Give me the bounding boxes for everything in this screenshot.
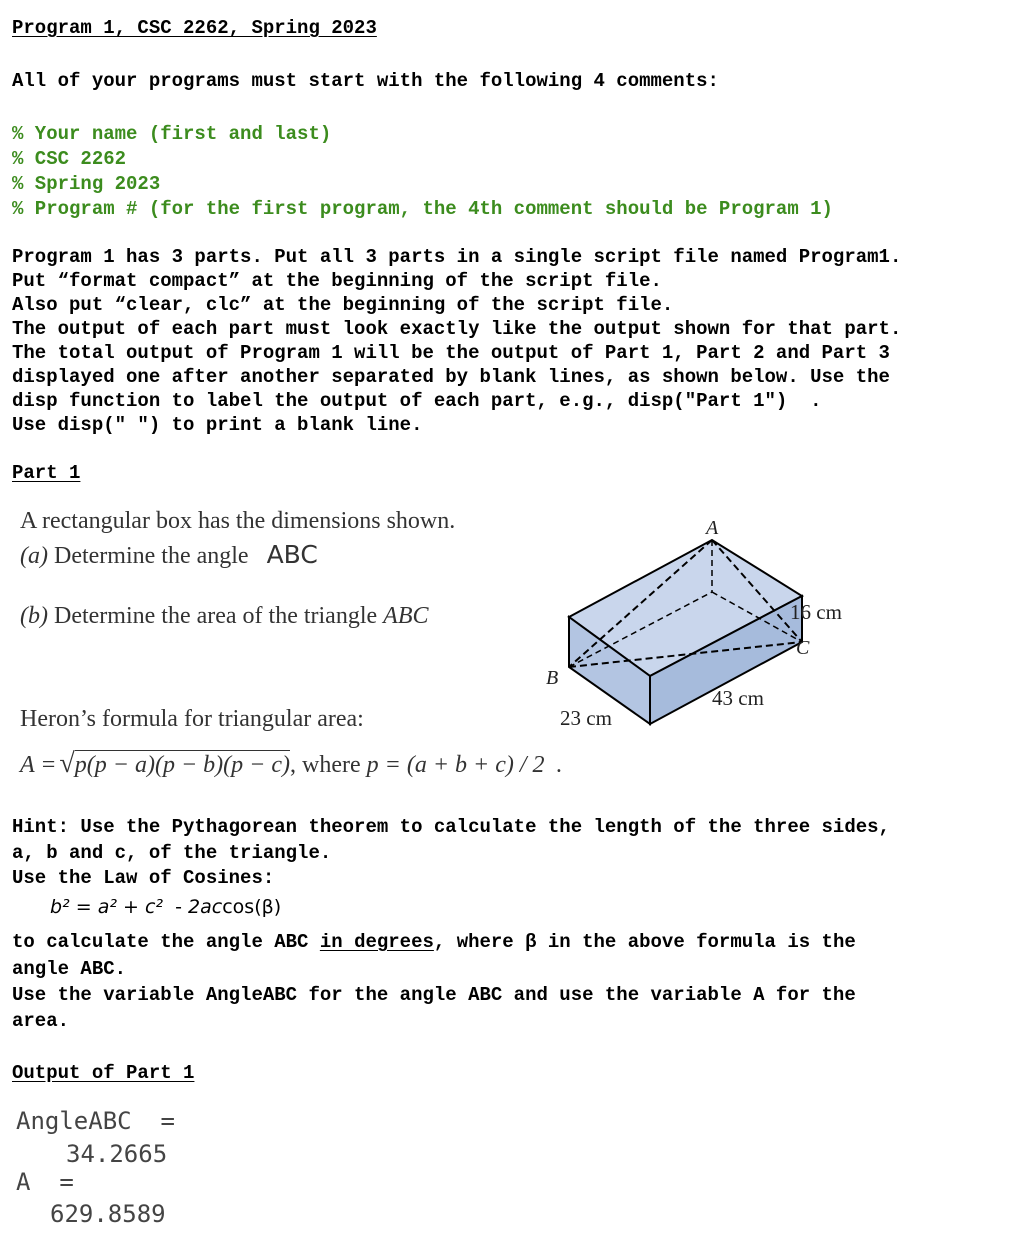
loc-a2: a² bbox=[97, 896, 117, 918]
instruction-line: Program 1 has 3 parts. Put all 3 parts in a single script file named Program1. bbox=[12, 246, 902, 268]
vertex-label-b: B bbox=[546, 667, 559, 689]
part-a-label: (a) bbox=[20, 543, 48, 569]
in-degrees: in degrees bbox=[319, 931, 434, 953]
instruction-line: The total output of Program 1 will be the output of Part 1, Part 2 and Part 3 bbox=[12, 342, 890, 364]
problem-part-b bbox=[20, 603, 428, 630]
intro-text: All of your programs must start with the following 4 comments: bbox=[12, 70, 719, 92]
page-title: Program 1, CSC 2262, Spring 2023 bbox=[12, 17, 377, 39]
heron-title: Heron’s formula for triangular area: bbox=[20, 706, 364, 732]
part1-heading: Part 1 bbox=[12, 462, 81, 484]
hint-line: Hint: Use the Pythagorean theorem to calculate the length of the three sides, bbox=[12, 816, 890, 838]
after-pre: to calculate the angle ABC bbox=[12, 931, 320, 953]
instruction-line: Use disp(" ") to print a blank line. bbox=[12, 414, 423, 436]
rectangular-box-figure bbox=[540, 512, 860, 734]
comment-line: % Program # (for the first program, the 4th comment should be Program 1) bbox=[12, 198, 833, 220]
instruction-line: The output of each part must look exactly like the output shown for that part. bbox=[12, 318, 902, 340]
part-b-label: (b) bbox=[20, 603, 48, 629]
law-of-cosines bbox=[50, 896, 281, 918]
output-area-label: A = bbox=[16, 1168, 74, 1196]
vertex-label-a: A bbox=[706, 517, 719, 539]
heron-radicand: p(p − a)(p − b)(p − c) bbox=[74, 752, 290, 778]
instruction-line: Also put “clear, clc” at the beginning of the script file. bbox=[12, 294, 674, 316]
instruction-line: displayed one after another separated by blank lines, as shown below. Use the bbox=[12, 366, 890, 388]
loc-term: 2ac bbox=[188, 896, 223, 918]
instruction-line: disp function to label the output of each part, e.g., disp("Part 1") . bbox=[12, 390, 822, 412]
instruction-line: Put “format compact” at the beginning of the script file. bbox=[12, 270, 662, 292]
problem-part-a bbox=[20, 540, 318, 570]
part-a-text: Determine the angle bbox=[53, 543, 249, 569]
dimension-width: 23 cm bbox=[560, 706, 612, 730]
comment-line: % CSC 2262 bbox=[12, 148, 127, 170]
after-line: angle ABC. bbox=[12, 958, 127, 980]
after-post: , where β in the above formula is the bbox=[433, 931, 856, 953]
part-b-text: Determine the area of the triangle bbox=[53, 603, 378, 629]
hint-line: Use the Law of Cosines: bbox=[12, 867, 275, 889]
loc-beta: (β) bbox=[254, 896, 282, 918]
comment-line: % Spring 2023 bbox=[12, 173, 161, 195]
heron-lhs: A = bbox=[20, 752, 57, 778]
output-heading: Output of Part 1 bbox=[12, 1062, 195, 1084]
loc-b2: b² bbox=[50, 896, 70, 918]
output-angle-label: AngleABC = bbox=[16, 1107, 175, 1135]
angle-abc-handwritten: ABC bbox=[266, 540, 318, 569]
loc-c2: c² bbox=[144, 896, 164, 918]
triangle-abc: ABC bbox=[383, 603, 429, 629]
dimension-height: 16 cm bbox=[790, 600, 842, 624]
loc-eq: = bbox=[69, 896, 98, 918]
loc-cos: cos bbox=[222, 896, 255, 918]
heron-p: p = (a + b + c) / 2 . bbox=[366, 752, 563, 778]
sqrt-symbol: √ bbox=[59, 748, 75, 779]
after-line bbox=[12, 931, 856, 953]
heron-formula bbox=[20, 748, 563, 780]
loc-minus: - bbox=[163, 896, 189, 918]
output-area-value: 629.8589 bbox=[50, 1200, 166, 1228]
comment-line: % Your name (first and last) bbox=[12, 123, 332, 145]
heron-where: , where bbox=[290, 752, 361, 778]
problem-statement: A rectangular box has the dimensions shown. bbox=[20, 508, 456, 534]
dimension-length: 43 cm bbox=[712, 686, 764, 710]
after-line: Use the variable AngleABC for the angle ABC and use the variable A for the bbox=[12, 984, 856, 1006]
hint-line: a, b and c, of the triangle. bbox=[12, 842, 332, 864]
output-angle-value: 34.2665 bbox=[66, 1140, 168, 1168]
after-line: area. bbox=[12, 1010, 70, 1032]
loc-plus: + bbox=[116, 896, 145, 918]
vertex-label-c: C bbox=[796, 637, 810, 659]
